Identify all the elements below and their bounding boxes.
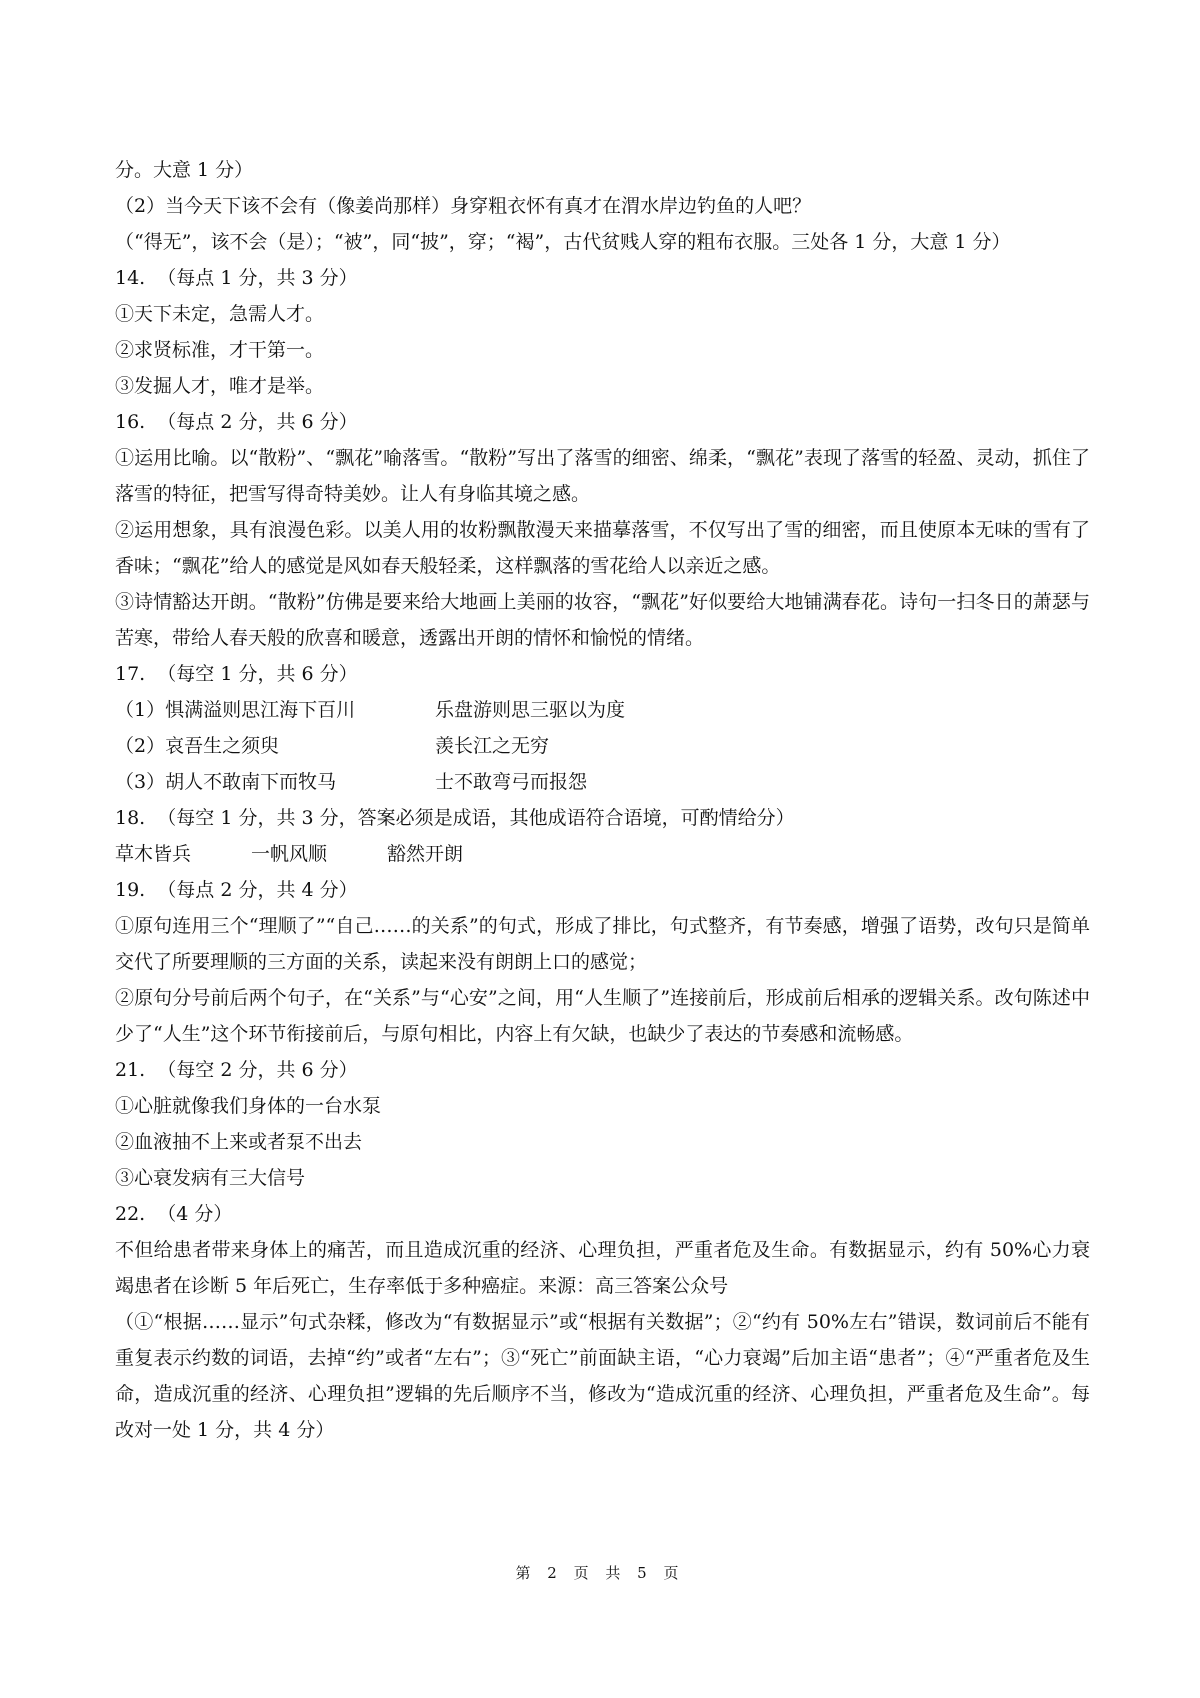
question-21-heading: 21. （每空 2 分，共 6 分）	[115, 1059, 358, 1081]
question-22-heading: 22. （4 分）	[115, 1203, 233, 1225]
idiom: 一帆风顺	[251, 843, 328, 865]
answer-paragraph: 不但给患者带来身体上的痛苦，而且造成沉重的经济、心理负担，严重者危及生命。有数据显示，约有 50%心力衰竭患者在诊断 5 年后死亡，生存率低于多种癌症。来源：高三答案公众号	[115, 1239, 1090, 1297]
idiom: 豁然开朗	[387, 843, 464, 865]
answer-point: ②原句分号前后两个句子，在“关系”与“心安”之间，用“人生顺了”连接前后，形成前后相承的逻辑关系。改句陈述中少了“人生”这个环节衔接前后，与原句相比，内容上有欠缺，也缺少了表达的节奏感和流畅感。	[115, 987, 1090, 1045]
question-18-heading: 18. （每空 1 分，共 3 分，答案必须是成语，其他成语符合语境，可酌情给分）	[115, 807, 795, 829]
answer-right: 士不敢弯弓而报怨	[435, 771, 588, 793]
answer-point: ①运用比喻。以“散粉”、“飘花”喻落雪。“散粉”写出了落雪的细密、绵柔，“飘花”表现了落雪的轻盈、灵动，抓住了落雪的特征，把雪写得奇特美妙。让人有身临其境之感。	[115, 447, 1090, 505]
answer-point: ①原句连用三个“理顺了”“自己……的关系”的句式，形成了排比，句式整齐，有节奏感，增强了语势，改句只是简单交代了所要理顺的三方面的关系，读起来没有朗朗上口的感觉；	[115, 915, 1090, 973]
answer-point: ①心脏就像我们身体的一台水泵	[115, 1095, 382, 1117]
idiom: 草木皆兵	[115, 843, 192, 865]
answer-left: （3）胡人不敢南下而牧马	[115, 771, 337, 793]
question-14-heading: 14. （每点 1 分，共 3 分）	[115, 267, 358, 289]
answer-point: ②运用想象，具有浪漫色彩。以美人用的妆粉飘散漫天来描摹落雪，不仅写出了雪的细密，而且使原本无味的雪有了香味；“飘花”给人的感觉是风如春天般轻柔，这样飘落的雪花给人以亲近之感。	[115, 519, 1090, 577]
answer-left: （1）惧满溢则思江海下百川	[115, 699, 356, 721]
text-line: （2）当今天下该不会有（像姜尚那样）身穿粗衣怀有真才在渭水岸边钓鱼的人吧？	[115, 195, 812, 217]
answer-row	[115, 764, 1090, 800]
text-paragraph: （“得无”，该不会（是）；“被”，同“披”，穿；“褐”，古代贫贱人穿的粗布衣服。三处各 1 分，大意 1 分）	[115, 231, 1011, 253]
answer-point: ②求贤标准，才干第一。	[115, 339, 325, 361]
question-16-heading: 16. （每点 2 分，共 6 分）	[115, 411, 358, 433]
answer-explanation: （①“根据……显示”句式杂糅，修改为“有数据显示”或“根据有关数据”；②“约有 50%左右”错误，数词前后不能有重复表示约数的词语，去掉“约”或者“左右”；③“死亡”前面缺主语，“心力衰竭”后加主语“患者”；④“严重者危及生命，造成沉重的经济、心理负担”逻辑的先后顺序不当，修改为“造成沉重的经济、心理负担，严重者危及生命”。每改对一处 1 分，共 4 分）	[115, 1311, 1090, 1441]
answer-right: 羡长江之无穷	[435, 735, 550, 757]
question-19-heading: 19. （每点 2 分，共 4 分）	[115, 879, 358, 901]
answer-point: ③心衰发病有三大信号	[115, 1167, 306, 1189]
answer-left: （2）哀吾生之须臾	[115, 735, 280, 757]
question-17-heading: 17. （每空 1 分，共 6 分）	[115, 663, 358, 685]
answer-point: ①天下未定，急需人才。	[115, 303, 325, 325]
answer-right: 乐盘游则思三驱以为度	[435, 699, 626, 721]
page-footer: 第 2 页 共 5 页	[515, 1564, 685, 1582]
answer-point: ③发掘人才，唯才是举。	[115, 375, 325, 397]
answer-row	[115, 692, 1090, 728]
answer-row	[115, 728, 1090, 764]
text-line: 分。大意 1 分）	[115, 159, 254, 181]
idiom-list	[115, 836, 1090, 872]
answer-key-page	[115, 152, 1090, 1448]
answer-point: ③诗情豁达开朗。“散粉”仿佛是要来给大地画上美丽的妆容，“飘花”好似要给大地铺满春花。诗句一扫冬日的萧瑟与苦寒，带给人春天般的欣喜和暖意，透露出开朗的情怀和愉悦的情绪。	[115, 591, 1090, 649]
answer-point: ②血液抽不上来或者泵不出去	[115, 1131, 363, 1153]
